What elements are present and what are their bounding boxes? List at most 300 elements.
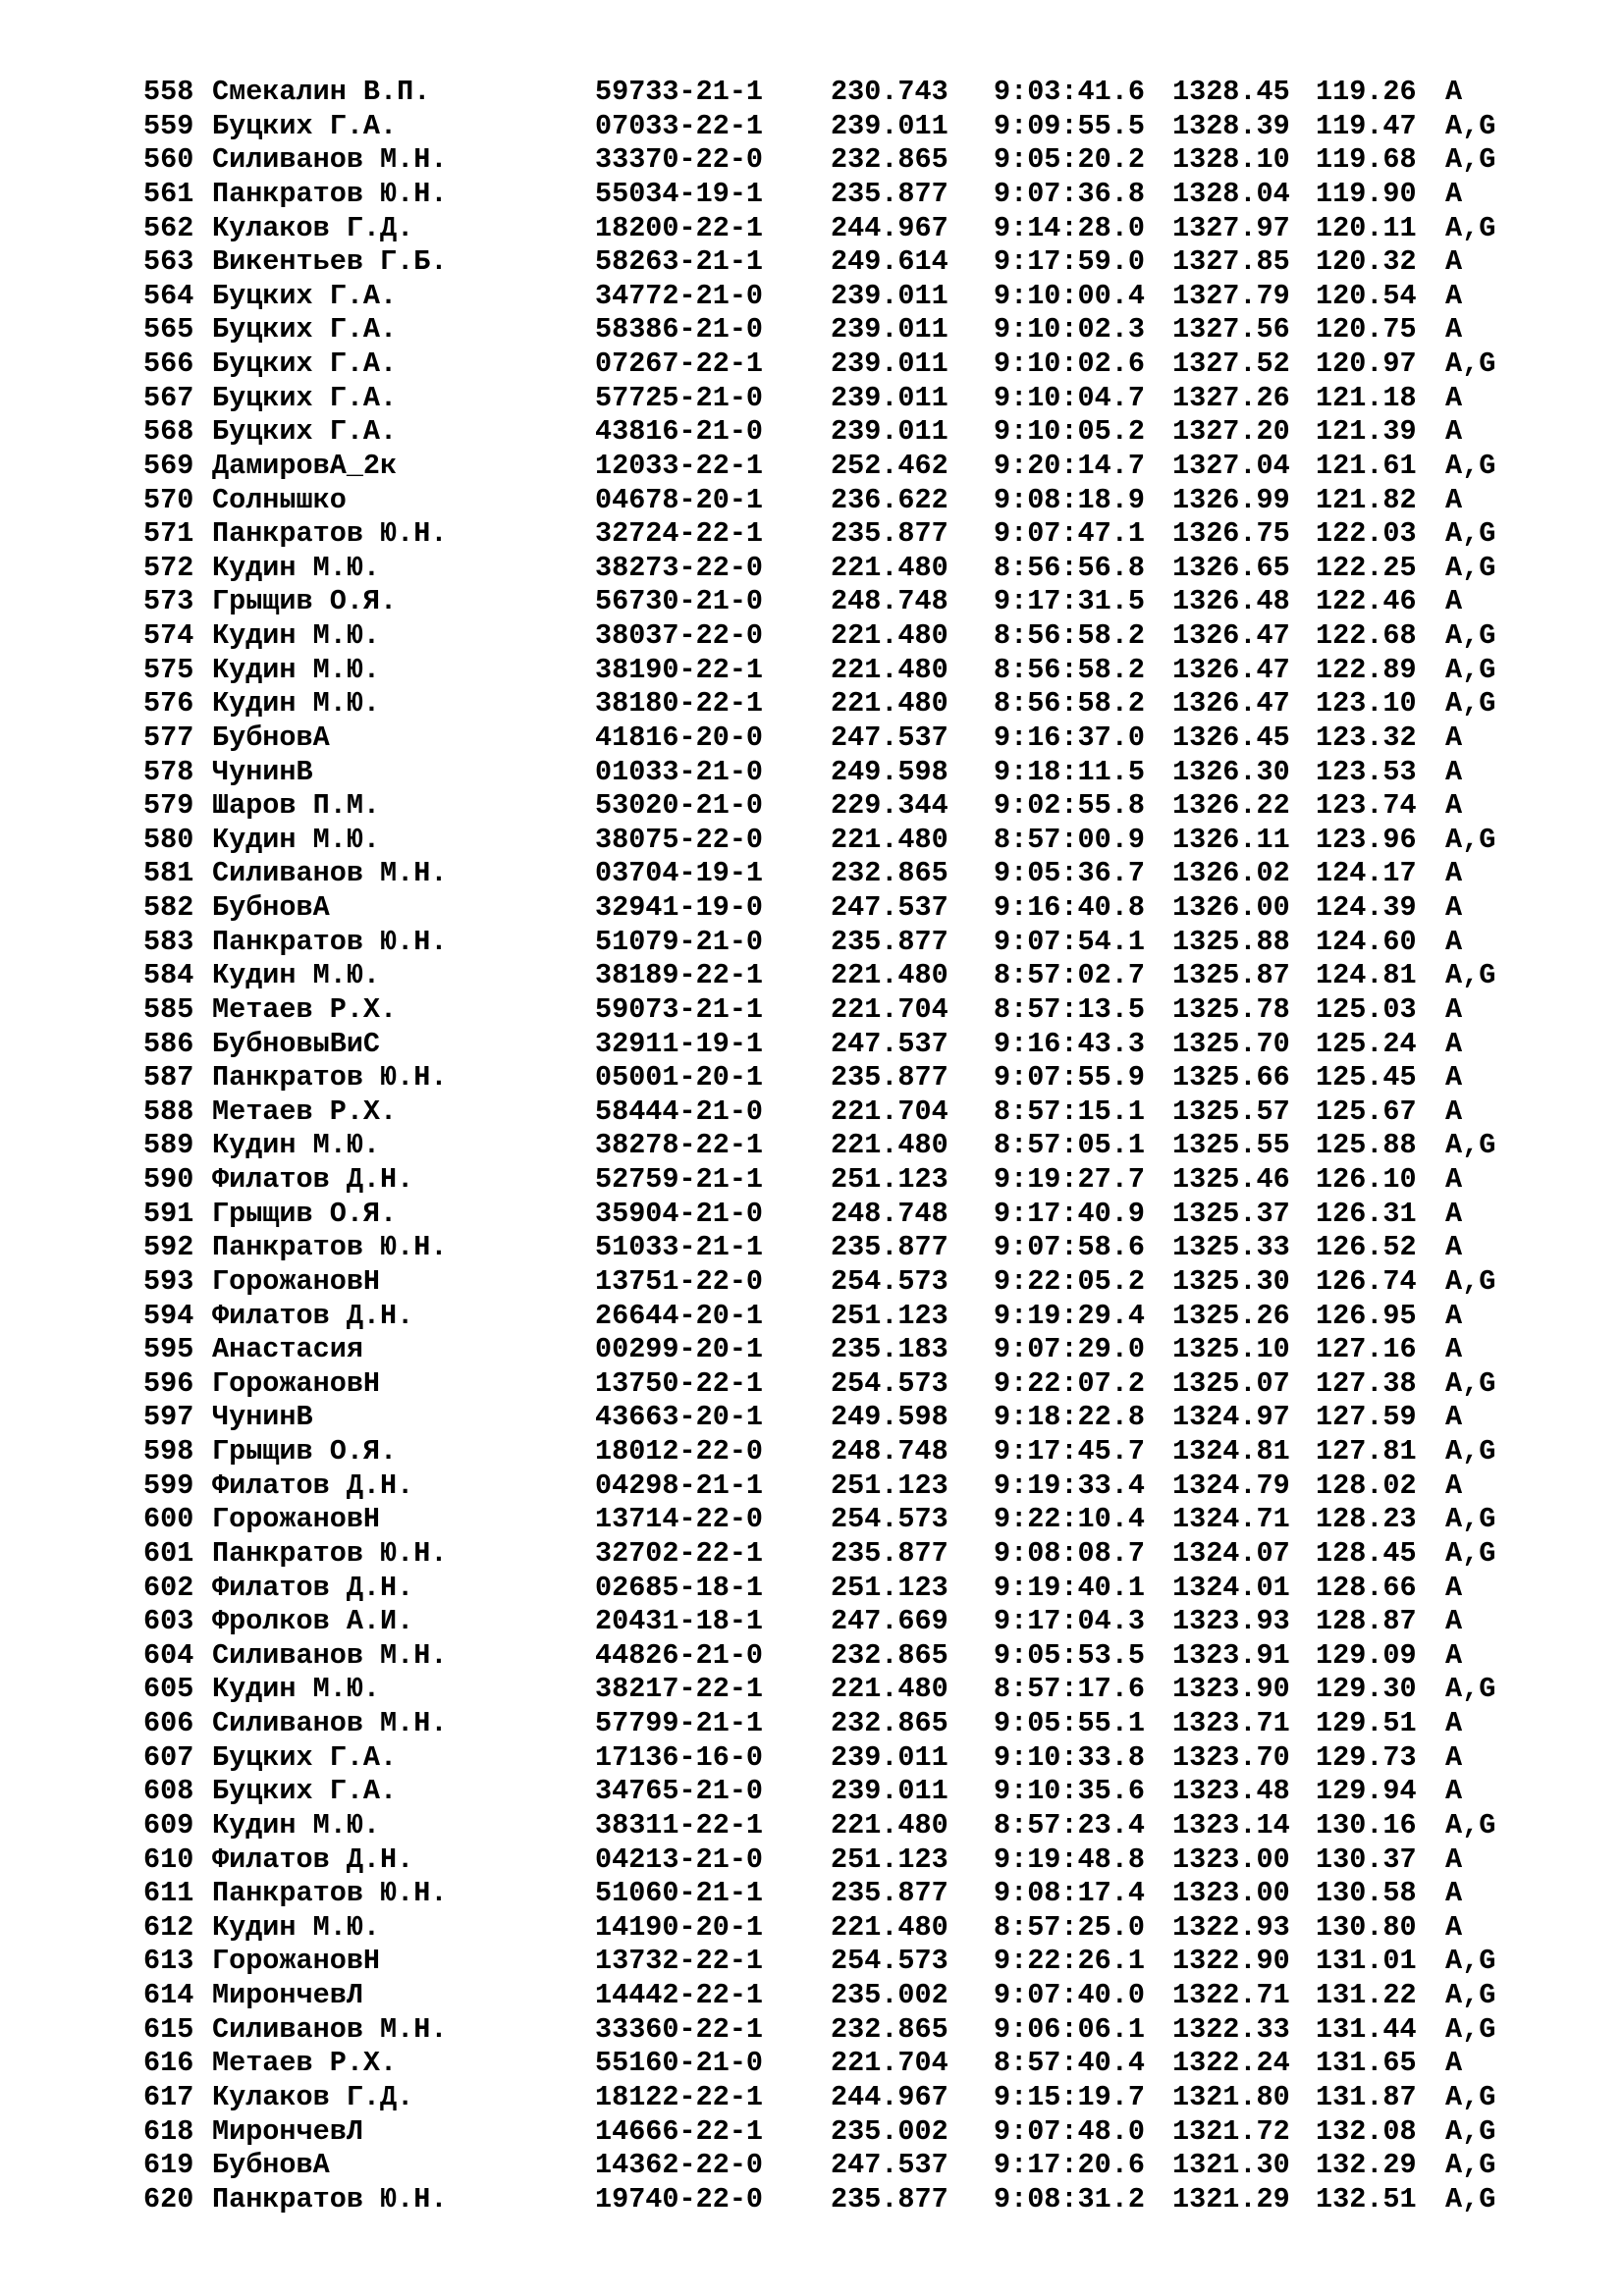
ring-cell: 38217-22-1	[595, 1673, 764, 1706]
place-cell: 578	[143, 755, 194, 788]
coef-cell: 126.74	[1316, 1264, 1417, 1298]
speed-cell: 1325.07	[1172, 1366, 1290, 1400]
name-cell: ЧунинВ	[212, 755, 313, 788]
ring-cell: 13751-22-0	[595, 1264, 764, 1298]
coef-cell: 131.87	[1316, 2080, 1417, 2113]
dist-cell: 239.011	[831, 415, 948, 449]
place-cell: 591	[143, 1197, 194, 1230]
coef-cell: 129.30	[1316, 1673, 1417, 1706]
place-cell: 566	[143, 347, 194, 380]
dist-cell: 239.011	[831, 1740, 948, 1774]
name-cell: Буцких Г.А.	[212, 279, 398, 312]
flag-cell: A	[1445, 857, 1463, 890]
dist-cell: 229.344	[831, 789, 948, 823]
coef-cell: 121.18	[1316, 381, 1417, 414]
dist-cell: 251.123	[831, 1299, 948, 1332]
name-cell: Кудин М.Ю.	[212, 1910, 381, 1944]
speed-cell: 1326.30	[1172, 755, 1290, 788]
coef-cell: 132.51	[1316, 2182, 1417, 2216]
ring-cell: 58263-21-1	[595, 245, 764, 279]
name-cell: Фролков А.И.	[212, 1605, 414, 1638]
dist-cell: 221.480	[831, 1129, 948, 1162]
place-cell: 579	[143, 789, 194, 823]
speed-cell: 1328.39	[1172, 109, 1290, 142]
time-cell: 9:10:05.2	[994, 415, 1145, 449]
ring-cell: 00299-20-1	[595, 1333, 764, 1366]
dist-cell: 252.462	[831, 449, 948, 482]
name-cell: ГорожановН	[212, 1945, 381, 1978]
dist-cell: 235.877	[831, 925, 948, 958]
speed-cell: 1326.22	[1172, 789, 1290, 823]
ring-cell: 34772-21-0	[595, 279, 764, 312]
coef-cell: 119.68	[1316, 143, 1417, 177]
coef-cell: 124.81	[1316, 959, 1417, 992]
ring-cell: 43816-21-0	[595, 415, 764, 449]
time-cell: 8:57:05.1	[994, 1129, 1145, 1162]
time-cell: 9:07:54.1	[994, 925, 1145, 958]
time-cell: 9:17:45.7	[994, 1435, 1145, 1468]
dist-cell: 249.598	[831, 755, 948, 788]
dist-cell: 235.877	[831, 2182, 948, 2216]
name-cell: Кудин М.Ю.	[212, 823, 381, 856]
flag-cell: A	[1445, 925, 1463, 958]
coef-cell: 131.44	[1316, 2012, 1417, 2046]
name-cell: МирончевЛ	[212, 1979, 363, 2011]
dist-cell: 221.704	[831, 2047, 948, 2080]
flag-cell: A,G	[1445, 959, 1496, 992]
speed-cell: 1323.71	[1172, 1707, 1290, 1739]
place-cell: 564	[143, 279, 194, 312]
coef-cell: 122.89	[1316, 653, 1417, 686]
coef-cell: 129.73	[1316, 1740, 1417, 1774]
speed-cell: 1326.45	[1172, 721, 1290, 754]
place-cell: 563	[143, 245, 194, 279]
name-cell: Метаев Р.Х.	[212, 992, 398, 1026]
coef-cell: 120.54	[1316, 279, 1417, 312]
place-cell: 607	[143, 1740, 194, 1774]
name-cell: Силиванов М.Н.	[212, 143, 448, 177]
flag-cell: A	[1445, 1877, 1463, 1910]
ring-cell: 04678-20-1	[595, 483, 764, 516]
place-cell: 610	[143, 1842, 194, 1876]
place-cell: 581	[143, 857, 194, 890]
name-cell: Силиванов М.Н.	[212, 857, 448, 890]
place-cell: 584	[143, 959, 194, 992]
name-cell: Кудин М.Ю.	[212, 1673, 381, 1706]
ring-cell: 01033-21-0	[595, 755, 764, 788]
coef-cell: 127.16	[1316, 1333, 1417, 1366]
time-cell: 9:07:48.0	[994, 2114, 1145, 2148]
coef-cell: 123.32	[1316, 721, 1417, 754]
ring-cell: 51033-21-1	[595, 1231, 764, 1264]
place-cell: 592	[143, 1231, 194, 1264]
name-cell: ГорожановН	[212, 1366, 381, 1400]
place-cell: 601	[143, 1536, 194, 1570]
coef-cell: 126.52	[1316, 1231, 1417, 1264]
place-cell: 569	[143, 449, 194, 482]
flag-cell: A,G	[1445, 2149, 1496, 2182]
time-cell: 8:57:15.1	[994, 1095, 1145, 1128]
dist-cell: 239.011	[831, 1775, 948, 1808]
dist-cell: 247.669	[831, 1605, 948, 1638]
dist-cell: 251.123	[831, 1163, 948, 1196]
dist-cell: 235.877	[831, 1877, 948, 1910]
flag-cell: A	[1445, 1571, 1463, 1604]
name-cell: МирончевЛ	[212, 2114, 363, 2148]
speed-cell: 1322.24	[1172, 2047, 1290, 2080]
flag-cell: A	[1445, 992, 1463, 1026]
speed-cell: 1326.02	[1172, 857, 1290, 890]
dist-cell: 247.537	[831, 1027, 948, 1060]
place-cell: 565	[143, 313, 194, 347]
dist-cell: 248.748	[831, 1435, 948, 1468]
place-cell: 608	[143, 1775, 194, 1808]
time-cell: 8:56:58.2	[994, 619, 1145, 652]
place-cell: 588	[143, 1095, 194, 1128]
dist-cell: 232.865	[831, 1638, 948, 1672]
ring-cell: 32702-22-1	[595, 1536, 764, 1570]
dist-cell: 247.537	[831, 721, 948, 754]
ring-cell: 17136-16-0	[595, 1740, 764, 1774]
ring-cell: 41816-20-0	[595, 721, 764, 754]
dist-cell: 221.480	[831, 1673, 948, 1706]
speed-cell: 1323.91	[1172, 1638, 1290, 1672]
name-cell: Филатов Д.Н.	[212, 1468, 414, 1502]
place-cell: 617	[143, 2080, 194, 2113]
coef-cell: 122.68	[1316, 619, 1417, 652]
ring-cell: 13714-22-0	[595, 1503, 764, 1536]
place-cell: 598	[143, 1435, 194, 1468]
coef-cell: 120.97	[1316, 347, 1417, 380]
place-cell: 619	[143, 2149, 194, 2182]
speed-cell: 1326.47	[1172, 653, 1290, 686]
coef-cell: 125.45	[1316, 1061, 1417, 1095]
ring-cell: 32724-22-1	[595, 517, 764, 551]
coef-cell: 123.10	[1316, 687, 1417, 721]
coef-cell: 128.66	[1316, 1571, 1417, 1604]
speed-cell: 1327.20	[1172, 415, 1290, 449]
name-cell: Филатов Д.Н.	[212, 1299, 414, 1332]
speed-cell: 1321.29	[1172, 2182, 1290, 2216]
coef-cell: 126.31	[1316, 1197, 1417, 1230]
ring-cell: 04298-21-1	[595, 1468, 764, 1502]
place-cell: 570	[143, 483, 194, 516]
coef-cell: 131.22	[1316, 1979, 1417, 2011]
name-cell: Буцких Г.А.	[212, 109, 398, 142]
dist-cell: 239.011	[831, 279, 948, 312]
speed-cell: 1326.48	[1172, 585, 1290, 618]
ring-cell: 55034-19-1	[595, 177, 764, 210]
dist-cell: 235.877	[831, 177, 948, 210]
flag-cell: A	[1445, 1333, 1463, 1366]
speed-cell: 1325.30	[1172, 1264, 1290, 1298]
place-cell: 614	[143, 1979, 194, 2011]
ring-cell: 38190-22-1	[595, 653, 764, 686]
dist-cell: 249.614	[831, 245, 948, 279]
dist-cell: 221.704	[831, 992, 948, 1026]
dist-cell: 221.480	[831, 619, 948, 652]
ring-cell: 51060-21-1	[595, 1877, 764, 1910]
ring-cell: 03704-19-1	[595, 857, 764, 890]
speed-cell: 1327.04	[1172, 449, 1290, 482]
speed-cell: 1326.11	[1172, 823, 1290, 856]
speed-cell: 1325.88	[1172, 925, 1290, 958]
coef-cell: 124.17	[1316, 857, 1417, 890]
place-cell: 587	[143, 1061, 194, 1095]
speed-cell: 1326.00	[1172, 891, 1290, 924]
name-cell: Кулаков Г.Д.	[212, 2080, 414, 2113]
speed-cell: 1323.00	[1172, 1877, 1290, 1910]
time-cell: 9:16:40.8	[994, 891, 1145, 924]
flag-cell: A	[1445, 2047, 1463, 2080]
flag-cell: A	[1445, 381, 1463, 414]
place-cell: 577	[143, 721, 194, 754]
place-cell: 620	[143, 2182, 194, 2216]
name-cell: Буцких Г.А.	[212, 415, 398, 449]
flag-cell: A,G	[1445, 1435, 1496, 1468]
coef-cell: 120.75	[1316, 313, 1417, 347]
coef-cell: 129.94	[1316, 1775, 1417, 1808]
speed-cell: 1328.10	[1172, 143, 1290, 177]
flag-cell: A,G	[1445, 449, 1496, 482]
dist-cell: 239.011	[831, 347, 948, 380]
dist-cell: 221.480	[831, 687, 948, 721]
flag-cell: A	[1445, 755, 1463, 788]
place-cell: 560	[143, 143, 194, 177]
time-cell: 9:18:11.5	[994, 755, 1145, 788]
time-cell: 9:10:00.4	[994, 279, 1145, 312]
ring-cell: 14442-22-1	[595, 1979, 764, 2011]
name-cell: Филатов Д.Н.	[212, 1571, 414, 1604]
time-cell: 9:08:17.4	[994, 1877, 1145, 1910]
flag-cell: A	[1445, 585, 1463, 618]
coef-cell: 131.01	[1316, 1945, 1417, 1978]
ring-cell: 18200-22-1	[595, 211, 764, 244]
time-cell: 9:17:40.9	[994, 1197, 1145, 1230]
place-cell: 611	[143, 1877, 194, 1910]
speed-cell: 1324.97	[1172, 1401, 1290, 1434]
ring-cell: 32941-19-0	[595, 891, 764, 924]
ring-cell: 57799-21-1	[595, 1707, 764, 1739]
time-cell: 9:07:36.8	[994, 177, 1145, 210]
flag-cell: A	[1445, 1197, 1463, 1230]
place-cell: 585	[143, 992, 194, 1026]
ring-cell: 13750-22-1	[595, 1366, 764, 1400]
ring-cell: 07267-22-1	[595, 347, 764, 380]
speed-cell: 1325.57	[1172, 1095, 1290, 1128]
time-cell: 9:18:22.8	[994, 1401, 1145, 1434]
ring-cell: 02685-18-1	[595, 1571, 764, 1604]
place-cell: 571	[143, 517, 194, 551]
coef-cell: 131.65	[1316, 2047, 1417, 2080]
time-cell: 9:07:55.9	[994, 1061, 1145, 1095]
coef-cell: 129.51	[1316, 1707, 1417, 1739]
speed-cell: 1327.79	[1172, 279, 1290, 312]
name-cell: Солнышко	[212, 483, 347, 516]
time-cell: 9:17:04.3	[994, 1605, 1145, 1638]
dist-cell: 235.877	[831, 1536, 948, 1570]
flag-cell: A	[1445, 76, 1463, 108]
speed-cell: 1323.90	[1172, 1673, 1290, 1706]
time-cell: 9:09:55.5	[994, 109, 1145, 142]
dist-cell: 239.011	[831, 313, 948, 347]
coef-cell: 122.46	[1316, 585, 1417, 618]
ring-cell: 53020-21-0	[595, 789, 764, 823]
name-cell: Филатов Д.Н.	[212, 1842, 414, 1876]
name-cell: Викентьев Г.Б.	[212, 245, 448, 279]
flag-cell: A	[1445, 313, 1463, 347]
ring-cell: 32911-19-1	[595, 1027, 764, 1060]
flag-cell: A,G	[1445, 211, 1496, 244]
dist-cell: 221.480	[831, 551, 948, 584]
speed-cell: 1323.93	[1172, 1605, 1290, 1638]
time-cell: 9:22:05.2	[994, 1264, 1145, 1298]
coef-cell: 123.96	[1316, 823, 1417, 856]
place-cell: 612	[143, 1910, 194, 1944]
time-cell: 9:02:55.8	[994, 789, 1145, 823]
dist-cell: 232.865	[831, 143, 948, 177]
dist-cell: 247.537	[831, 891, 948, 924]
speed-cell: 1326.65	[1172, 551, 1290, 584]
dist-cell: 221.480	[831, 823, 948, 856]
place-cell: 597	[143, 1401, 194, 1434]
speed-cell: 1328.04	[1172, 177, 1290, 210]
flag-cell: A	[1445, 1775, 1463, 1808]
ring-cell: 34765-21-0	[595, 1775, 764, 1808]
time-cell: 9:08:18.9	[994, 483, 1145, 516]
ring-cell: 05001-20-1	[595, 1061, 764, 1095]
place-cell: 590	[143, 1163, 194, 1196]
flag-cell: A,G	[1445, 1129, 1496, 1162]
speed-cell: 1325.46	[1172, 1163, 1290, 1196]
name-cell: Силиванов М.Н.	[212, 1638, 448, 1672]
flag-cell: A	[1445, 1163, 1463, 1196]
speed-cell: 1327.56	[1172, 313, 1290, 347]
name-cell: Буцких Г.А.	[212, 1740, 398, 1774]
coef-cell: 126.10	[1316, 1163, 1417, 1196]
flag-cell: A	[1445, 1299, 1463, 1332]
name-cell: Буцких Г.А.	[212, 313, 398, 347]
place-cell: 567	[143, 381, 194, 414]
flag-cell: A	[1445, 789, 1463, 823]
time-cell: 8:57:25.0	[994, 1910, 1145, 1944]
name-cell: Панкратов Ю.Н.	[212, 1231, 448, 1264]
flag-cell: A,G	[1445, 1536, 1496, 1570]
flag-cell: A,G	[1445, 653, 1496, 686]
time-cell: 9:07:47.1	[994, 517, 1145, 551]
speed-cell: 1324.71	[1172, 1503, 1290, 1536]
place-cell: 589	[143, 1129, 194, 1162]
coef-cell: 121.39	[1316, 415, 1417, 449]
coef-cell: 127.59	[1316, 1401, 1417, 1434]
coef-cell: 120.32	[1316, 245, 1417, 279]
ring-cell: 38273-22-0	[595, 551, 764, 584]
time-cell: 9:17:31.5	[994, 585, 1145, 618]
time-cell: 9:15:19.7	[994, 2080, 1145, 2113]
speed-cell: 1327.97	[1172, 211, 1290, 244]
name-cell: Панкратов Ю.Н.	[212, 1877, 448, 1910]
place-cell: 582	[143, 891, 194, 924]
ring-cell: 13732-22-1	[595, 1945, 764, 1978]
dist-cell: 235.002	[831, 2114, 948, 2148]
time-cell: 8:57:17.6	[994, 1673, 1145, 1706]
time-cell: 8:56:58.2	[994, 653, 1145, 686]
name-cell: Буцких Г.А.	[212, 1775, 398, 1808]
place-cell: 609	[143, 1808, 194, 1842]
ring-cell: 18012-22-0	[595, 1435, 764, 1468]
name-cell: БубновА	[212, 891, 330, 924]
coef-cell: 130.37	[1316, 1842, 1417, 1876]
flag-cell: A,G	[1445, 1264, 1496, 1298]
dist-cell: 248.748	[831, 585, 948, 618]
name-cell: Кудин М.Ю.	[212, 653, 381, 686]
name-cell: Буцких Г.А.	[212, 347, 398, 380]
dist-cell: 235.183	[831, 1333, 948, 1366]
place-cell: 593	[143, 1264, 194, 1298]
flag-cell: A	[1445, 483, 1463, 516]
place-cell: 586	[143, 1027, 194, 1060]
flag-cell: A,G	[1445, 823, 1496, 856]
place-cell: 595	[143, 1333, 194, 1366]
flag-cell: A	[1445, 415, 1463, 449]
time-cell: 9:10:04.7	[994, 381, 1145, 414]
name-cell: Панкратов Ю.Н.	[212, 517, 448, 551]
flag-cell: A,G	[1445, 1808, 1496, 1842]
flag-cell: A	[1445, 1061, 1463, 1095]
name-cell: ГорожановН	[212, 1264, 381, 1298]
dist-cell: 232.865	[831, 857, 948, 890]
ring-cell: 51079-21-0	[595, 925, 764, 958]
name-cell: Панкратов Ю.Н.	[212, 1536, 448, 1570]
flag-cell: A,G	[1445, 1979, 1496, 2011]
dist-cell: 232.865	[831, 2012, 948, 2046]
coef-cell: 128.87	[1316, 1605, 1417, 1638]
place-cell: 604	[143, 1638, 194, 1672]
flag-cell: A,G	[1445, 517, 1496, 551]
time-cell: 8:57:13.5	[994, 992, 1145, 1026]
name-cell: ГорожановН	[212, 1503, 381, 1536]
name-cell: Грыщив О.Я.	[212, 1435, 398, 1468]
speed-cell: 1324.79	[1172, 1468, 1290, 1502]
ring-cell: 43663-20-1	[595, 1401, 764, 1434]
name-cell: БубновыВиС	[212, 1027, 381, 1060]
place-cell: 559	[143, 109, 194, 142]
time-cell: 9:20:14.7	[994, 449, 1145, 482]
speed-cell: 1325.33	[1172, 1231, 1290, 1264]
time-cell: 9:05:55.1	[994, 1707, 1145, 1739]
name-cell: Силиванов М.Н.	[212, 2012, 448, 2046]
time-cell: 9:19:33.4	[994, 1468, 1145, 1502]
coef-cell: 130.16	[1316, 1808, 1417, 1842]
speed-cell: 1324.81	[1172, 1435, 1290, 1468]
coef-cell: 124.60	[1316, 925, 1417, 958]
speed-cell: 1326.47	[1172, 687, 1290, 721]
time-cell: 9:22:07.2	[994, 1366, 1145, 1400]
speed-cell: 1325.78	[1172, 992, 1290, 1026]
time-cell: 9:16:37.0	[994, 721, 1145, 754]
ring-cell: 18122-22-1	[595, 2080, 764, 2113]
speed-cell: 1328.45	[1172, 76, 1290, 108]
ring-cell: 04213-21-0	[595, 1842, 764, 1876]
place-cell: 576	[143, 687, 194, 721]
flag-cell: A,G	[1445, 2182, 1496, 2216]
ring-cell: 57725-21-0	[595, 381, 764, 414]
coef-cell: 119.47	[1316, 109, 1417, 142]
flag-cell: A	[1445, 1707, 1463, 1739]
time-cell: 9:10:02.3	[994, 313, 1145, 347]
dist-cell: 221.480	[831, 1910, 948, 1944]
dist-cell: 254.573	[831, 1945, 948, 1978]
